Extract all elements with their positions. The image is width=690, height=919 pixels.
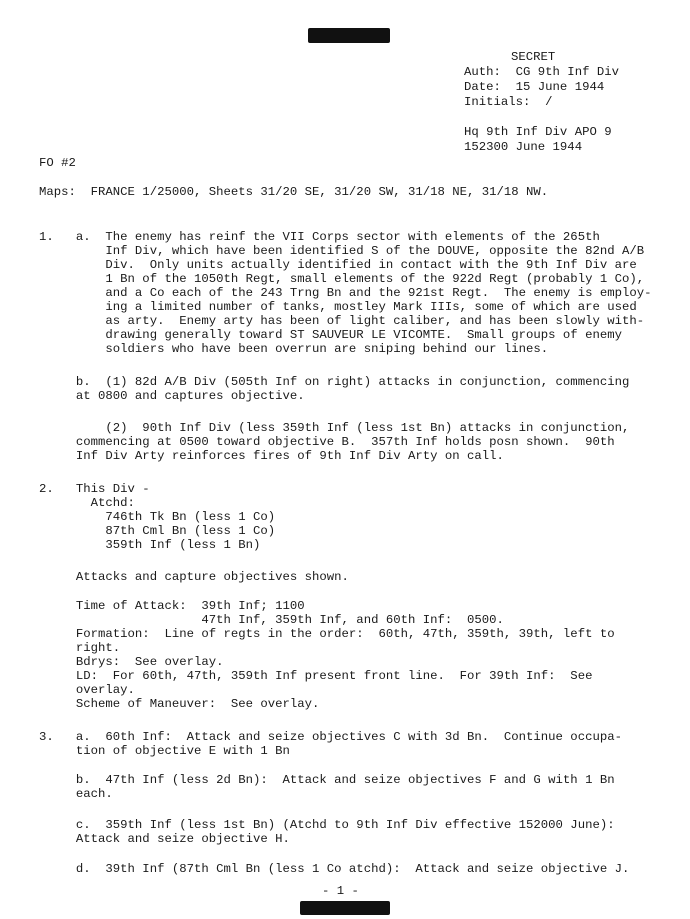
text-line: 1 Bn of the 1050th Regt, small elements of the 922d Regt (probably 1 Co), [39, 272, 645, 286]
text-line: b. 47th Inf (less 2d Bn): Attack and seize objectives F and G with 1 Bn [39, 773, 615, 787]
field-order-number: FO #2 [39, 156, 76, 170]
formation [39, 627, 639, 711]
text-line: Time of Attack: 39th Inf; 1100 [39, 599, 305, 613]
classification-marking: SECRET [511, 50, 556, 64]
paragraph-3c [39, 818, 639, 846]
text-line: tion of objective E with 1 Bn [39, 744, 290, 758]
redaction-bar-bottom [300, 901, 390, 915]
text-line: drawing generally toward ST SAUVEUR LE VICOMTE. Small groups of enemy [39, 328, 622, 342]
page-number: - 1 - [322, 884, 359, 898]
text-line: 47th Inf, 359th Inf, and 60th Inf: 0500. [39, 613, 504, 627]
dtg-line: 152300 June 1944 [464, 140, 583, 154]
text-line: Div. Only units actually identified in contact with the 9th Inf Div are [39, 258, 637, 272]
paragraph-1b-1 [39, 375, 639, 403]
text-line: LD: For 60th, 47th, 359th Inf present front line. For 39th Inf: See [39, 669, 593, 683]
text-line: Atchd: [39, 496, 135, 510]
text-line: Formation: Line of regts in the order: 60th, 47th, 359th, 39th, left to [39, 627, 615, 641]
text-line: as arty. Enemy arty has been of light caliber, and has been slowly with- [39, 314, 645, 328]
text-line: b. (1) 82d A/B Div (505th Inf on right) attacks in conjunction, commencing [39, 375, 630, 389]
paragraph-1a [39, 230, 652, 356]
paragraph-3a [39, 730, 639, 758]
text-line: Inf Div, which have been identified S of the DOUVE, opposite the 82nd A/B [39, 244, 645, 258]
text-line: 87th Cml Bn (less 1 Co) [39, 524, 276, 538]
text-line: soldiers who have been overrun are sniping behind our lines. [39, 342, 549, 356]
paragraph-1b-2 [39, 421, 639, 463]
text-line: each. [39, 787, 113, 801]
paragraph-2 [39, 482, 639, 552]
text-line: commencing at 0500 toward objective B. 357th Inf holds posn shown. 90th [39, 435, 615, 449]
text-line: Attacks and capture objectives shown. [39, 570, 349, 584]
text-line: 1. a. The enemy has reinf the VII Corps sector with elements of the 265th [39, 230, 600, 244]
text-line: 3. a. 60th Inf: Attack and seize objectives C with 3d Bn. Continue occupa- [39, 730, 622, 744]
maps-line: Maps: FRANCE 1/25000, Sheets 31/20 SE, 31/20 SW, 31/18 NE, 31/18 NW. [39, 185, 549, 199]
text-line: 359th Inf (less 1 Bn) [39, 538, 261, 552]
text-line: Attack and seize objective H. [39, 832, 290, 846]
text-line: Bdrys: See overlay. [39, 655, 224, 669]
attacks-line [39, 570, 639, 584]
text-line: c. 359th Inf (less 1st Bn) (Atchd to 9th Inf Div effective 152000 June): [39, 818, 615, 832]
text-line: d. 39th Inf (87th Cml Bn (less 1 Co atchd): Attack and seize objective J. [39, 862, 630, 876]
hq-line: Hq 9th Inf Div APO 9 [464, 125, 612, 139]
text-line: Inf Div Arty reinforces fires of 9th Inf Div Arty on call. [39, 449, 504, 463]
text-line: at 0800 and captures objective. [39, 389, 305, 403]
initials-line: Initials: / [464, 95, 553, 109]
redaction-bar-top [308, 28, 390, 43]
text-line: and a Co each of the 243 Trng Bn and the 921st Regt. The enemy is employ- [39, 286, 652, 300]
paragraph-3b [39, 773, 639, 801]
text-line: 2. This Div - [39, 482, 150, 496]
time-of-attack [39, 599, 639, 627]
paragraph-3d [39, 862, 639, 876]
text-line: 746th Tk Bn (less 1 Co) [39, 510, 276, 524]
date-line: Date: 15 June 1944 [464, 80, 605, 94]
text-line: ing a limited number of tanks, mostley Mark IIIs, some of which are used [39, 300, 637, 314]
text-line: (2) 90th Inf Div (less 359th Inf (less 1st Bn) attacks in conjunction, [39, 421, 630, 435]
text-line: overlay. [39, 683, 135, 697]
text-line: Scheme of Maneuver: See overlay. [39, 697, 320, 711]
auth-line: Auth: CG 9th Inf Div [464, 65, 619, 79]
text-line: right. [39, 641, 121, 655]
